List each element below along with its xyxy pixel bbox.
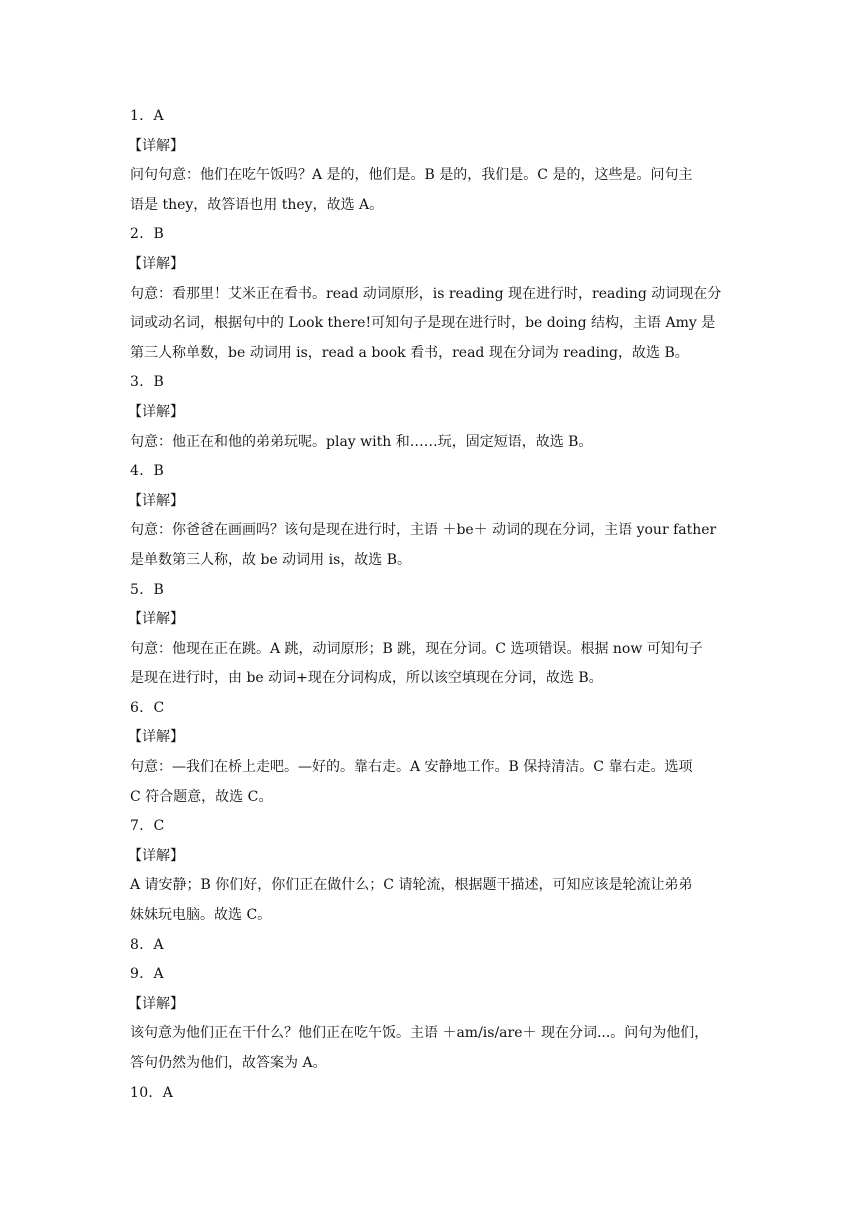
explanation-4-line-1: 句意：你爸爸在画画吗？该句是现在进行时，主语 ＋be＋ 动词的现在分词，主语 your father [130, 522, 717, 539]
detail-label-6: 【详解】 [128, 729, 184, 746]
answer-2: 2．B [130, 226, 165, 243]
explanation-3-line-1: 句意：他正在和他的弟弟玩呢。play with 和……玩，固定短语，故选 B。 [130, 433, 593, 450]
answer-9: 9．A [130, 966, 164, 983]
detail-label-4: 【详解】 [128, 492, 184, 509]
detail-label-9: 【详解】 [128, 995, 184, 1012]
detail-label-3: 【详解】 [128, 403, 184, 420]
explanation-2-line-1: 句意：看那里！艾米正在看书。read 动词原形，is reading 现在进行时，reading 动词现在分 [130, 285, 722, 302]
explanation-5-line-2: 是现在进行时，由 be 动词+现在分词构成，所以该空填现在分词，故选 B。 [130, 670, 603, 687]
detail-label-5: 【详解】 [128, 611, 184, 628]
explanation-4-line-2: 是单数第三人称，故 be 动词用 is，故选 B。 [130, 551, 411, 568]
detail-label-2: 【详解】 [128, 255, 184, 272]
answer-key [130, 102, 730, 1108]
explanation-9-line-1: 该句意为他们正在干什么？他们正在吃午饭。主语 ＋am/is/are＋ 现在分词...。问句为他们， [130, 1025, 709, 1042]
explanation-9-line-2: 答句仍然为他们，故答案为 A。 [130, 1055, 327, 1071]
explanation-7-line-2: 妹妹玩电脑。故选 C。 [130, 907, 272, 924]
answer-6: 6．C [130, 699, 165, 716]
answer-4: 4．B [130, 463, 165, 480]
explanation-7-line-1: A 请安静；B 你们好，你们正在做什么；C 请轮流，根据题干描述，可知应该是轮流让弟弟 [130, 877, 693, 894]
explanation-5-line-1: 句意：他现在正在跳。A 跳，动词原形；B 跳，现在分词。C 选项错误。根据 now 可知句子 [130, 640, 703, 657]
explanation-1-line-2: 语是 they，故答语也用 they，故选 A。 [130, 196, 384, 213]
answer-10: 10．A [130, 1084, 174, 1101]
answer-7: 7．C [130, 818, 165, 835]
detail-label-7: 【详解】 [128, 847, 184, 864]
answer-8: 8．A [130, 936, 164, 953]
answer-5: 5．B [130, 581, 165, 598]
answer-3: 3．B [130, 374, 165, 391]
answer-1: 1．A [130, 108, 164, 124]
explanation-1-line-1: 问句句意：他们在吃午饭吗？A 是的，他们是。B 是的，我们是。C 是的，这些是。问句主 [130, 167, 693, 184]
detail-label-1: 【详解】 [128, 137, 184, 154]
explanation-6-line-2: C 符合题意，故选 C。 [130, 788, 273, 805]
explanation-2-line-2: 词或动名词，根据句中的 Look there!可知句子是现在进行时，be doing 结构，主语 Amy 是 [130, 315, 716, 332]
explanation-6-line-1: 句意：—我们在桥上走吧。—好的。靠右走。A 安静地工作。B 保持清洁。C 靠右走。选项 [130, 759, 693, 776]
explanation-2-line-3: 第三人称单数，be 动词用 is，read a book 看书，read 现在分词为 reading，故选 B。 [130, 344, 689, 361]
